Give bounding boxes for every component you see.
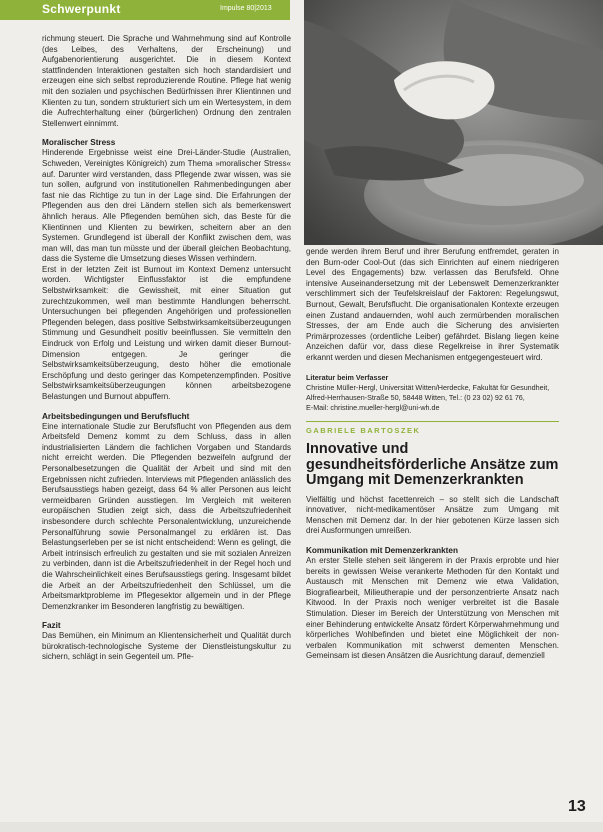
- continuation-paragraph: gende werden ihrem Beruf und ihrer Berufung entfremdet, geraten in den Burn-oder Cool-Out (das sich Einrichten auf einem niedrigeren Level des Engagements) bzw. verlassen das Berufsfeld. Ohne intensive Auseinandersetzung mit der Lebenswelt Demenzerkrankter verschlimmert sich der Teufelskreislauf der Faktoren: Regelungswut, Burnout, Gewalt, Berufsflucht. Die organisationalen Kontexte erzeugen einen Zustand andauernden, wohl auch zermürbenden moralischen Stresses, der am Ende auch die Sicherung des anvisierten Primärprozesses (ordentliche Leiber) gefährdet. Bislang liegen keine Anzeichen dafür vor, dass diese Regelkreise in ihrer Systematik erkannt werden und diesen Mechanismen entgegengesteuert wird.: [306, 247, 559, 362]
- heading-working-conditions: Arbeitsbedingungen und Berufsflucht: [42, 411, 190, 421]
- heading-conclusion: Fazit: [42, 621, 61, 631]
- page-bottom-edge: [0, 822, 603, 832]
- heading-moral-stress: Moralischer Stress: [42, 138, 116, 148]
- article-intro-paragraph: Vielfältig und höchst facettenreich – so stellt sich die Landschaft innovativer, nicht-medikamentöser Ansätze zum Umgang mit Menschen mit Demenz dar. In der hier gebotenen Kürze lassen sich drei Ausformungen umreißen.: [306, 494, 559, 536]
- right-column: [306, 247, 559, 662]
- literature-heading: Literatur beim Verfasser: [306, 372, 389, 382]
- article-divider: [306, 421, 559, 422]
- hands-washing-photo: [304, 0, 603, 245]
- intro-paragraph: richmung steuert. Die Sprache und Wahrnehmung sind auf Kontrolle (des Leibes, des Verhaltens, der Erscheinung) und Aufgabenorientierung ausgerichtet. Die in diesem Kontext stattfindenden Interaktionen gestalten sich hoch standardisiert und erzeugen eine sich selbst reproduzierende Routine. Pflege hat wenig mit den sozialen und psychischen Bedürfnissen ihrer Klientinnen und Klienten zu tun, sondern strukturiert sich um ein Wertesystem, in dem die Aufrechterhaltung einer (bürgerlichen) Ordnung den zentralen Stellenwert einnimmt.: [42, 34, 291, 128]
- author-email[interactable]: E-Mail: christine.mueller-hergl@uni-wh.de: [306, 402, 440, 412]
- section-header: [0, 0, 290, 20]
- author-affiliation: Christine Müller-Hergl, Universität Witten/Herdecke, Fakultät für Gesundheit,: [306, 382, 550, 392]
- page-number: 13: [568, 798, 586, 815]
- issue-label: Impulse 80|2013: [220, 5, 272, 12]
- literature-box: [306, 373, 559, 413]
- left-column: [42, 34, 291, 663]
- section-title: Schwerpunkt: [42, 2, 121, 16]
- working-conditions-paragraph: Eine internationale Studie zur Berufsflucht von Pflegenden aus dem Arbeitsfeld Demenz kommt zu dem Schluss, dass in allen industrialisierten Ländern die fachlichen Vorgaben und Standards nicht erreicht werden. Die Pflegenden bezweifeln aufgrund der Personalbesetzungen die Qualität der Arbeit und sind mit den Ergebnissen nicht zufrieden. Interviews mit Pflegenden anlässlich des Berufsausstiegs haben gezeigt, dass 64 % aller Personen aus leicht vermeidbaren Gründen ausstiegen. Im Vergleich mit weiteren europäischen Studien zeigt sich, dass die Arbeitszufriedenheit insbesondere durch schlechte Personalentwicklung, unzureichende Personalführung sowie Personalmangel zu erklären ist. Das Belastungserleben per se ist nicht entscheidend: Wenn es gelingt, die Arbeit intrinsisch erfreulich zu gestalten und sie mit sozialen Anreizen zu verbinden, dann ist die Arbeitszufriedenheit in der Regel hoch und die Wahrscheinlichkeit eines Berufsausstiegs gering. Insgesamt bildet die Arbeit an der Arbeitszufriedenheit den Schlüssel, um die Arbeitsmarktprobleme im Pflegesektor allgemein und in der Pflege Demenzkranker im Besonderen langfristig zu bewältigen.: [42, 421, 291, 611]
- conclusion-paragraph: Das Bemühen, ein Minimum an Klientensicherheit und Qualität durch bürokratisch-technologische Systeme der Dienstleistungskultur zu sichern, schlägt in sein Gegenteil um. Pfle-: [42, 631, 291, 662]
- article-photo: [304, 0, 603, 245]
- article-author: GABRIELE BARTOSZEK: [306, 425, 421, 435]
- burnout-paragraph: Erst in der letzten Zeit ist Burnout im Kontext Demenz untersucht worden. Wichtigster Einflussfaktor ist die empfundene Selbstwirksamkeit: die Gewissheit, mit einer Situation gut zurechtzukommen, weil man bestimmte Handlungen beherrscht. Untersuchungen bei pflegenden Angehörigen und professionellen Pflegenden belegen, dass positive Selbstwirksamkeitsüberzeugungen Stimmung und Gesundheit positiv beeinflussen. Sie vermitteln den Eindruck von Erfolg und Leistung und wirken damit dieser Burnout-Dimension entgegen. Je geringer die Selbstwirksamkeitsüberzeugung, desto höher die emotionale Erschöpfung und desto geringer das Kompetenzempfinden. Positive Selbstwirksamkeitsüberzeugungen können arbeitsbezogene Belastungen und Burnout abpuffern.: [42, 264, 291, 401]
- heading-communication: Kommunikation mit Demenzerkrankten: [306, 546, 458, 555]
- author-address: Alfred-Herrhausen-Straße 50, 58448 Witten, Tel.: (0 23 02) 92 61 76,: [306, 392, 525, 402]
- article-title: Innovative und gesundheitsförderliche Ansätze zum Umgang mit Demenzerkrankten: [306, 441, 559, 489]
- communication-paragraph: An erster Stelle stehen seit längerem in der Praxis erprobte und hier bereits in gewissen Weise verankerte Methoden für den Kontakt und Austausch mit Menschen mit Demenz wie etwa Validation, Biografiearbeit, Milieutherapie und der personzentrierte Ansatz nach Kitwood. In der Praxis noch weniger verbreitet ist die Basale Stimulation. Dieser im Bereich der Unterstützung von Menschen mit einer Behinderung entwickelte Ansatz fördert Körperwahrnehmung und körperliches Wohlbefinden und bietet eine Möglichkeit der non-verbalen Kommunikation mit schwerst dementen Menschen. Gemeinsam ist diesen Ansätzen die Ausrichtung darauf, demenziell: [306, 556, 559, 661]
- moral-stress-paragraph: Hinderende Ergebnisse weist eine Drei-Länder-Studie (Australien, Schweden, Vereinigtes Königreich) zum Thema »moralischer Stress« auf. Darunter wird verstanden, dass Pflegende zwar wissen, was sie tun sollen, aufgrund von institutionellen Rahmenbedingungen aber fast nie das Richtige zu tun in der Lage sind. Die Erfahrungen der Pflegenden aus den drei Ländern stellen sich als bemerkenswert ähnlich heraus. Alle Pflegenden bemühen sich, das Beste für die Klientinnen und Klienten zu bewirken, scheitern aber an den Systemen. Grundlegend ist überall der Konflikt zwischen dem, was man will, das man tun müsste und der überall gleichen Beobachtung, dass die Systeme die Umsetzung dieses Wissen verhindern.: [42, 148, 291, 264]
